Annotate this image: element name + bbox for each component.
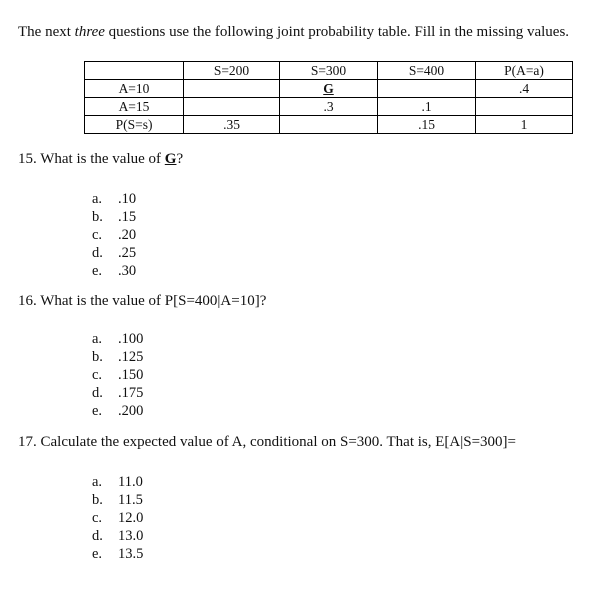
option-value: .200 xyxy=(118,403,144,419)
option-letter: a. xyxy=(92,191,103,207)
question-15-text: 15. What is the value of xyxy=(18,151,165,167)
question-16-options xyxy=(92,330,143,420)
option-letter: d. xyxy=(92,528,103,544)
option-letter: a. xyxy=(92,331,103,347)
instructions-text-start: The next xyxy=(18,24,75,40)
row-label-cell: P(S=s) xyxy=(85,116,184,134)
table-header-cell: P(A=a) xyxy=(476,62,573,80)
option-letter: b. xyxy=(92,209,103,225)
answer-option[interactable] xyxy=(92,244,136,262)
table-row xyxy=(85,80,573,98)
answer-option[interactable] xyxy=(92,527,143,545)
table-cell xyxy=(184,80,280,98)
unknown-g-cell: G xyxy=(280,80,378,98)
option-value: .30 xyxy=(118,263,137,279)
table-cell xyxy=(378,80,476,98)
question-15-mark: ? xyxy=(176,151,184,167)
table-cell: .4 xyxy=(476,80,573,98)
option-letter: b. xyxy=(92,349,103,365)
table-cell: .35 xyxy=(184,116,280,134)
option-value: .10 xyxy=(118,191,137,207)
table-row xyxy=(85,98,573,116)
answer-option[interactable] xyxy=(92,384,143,402)
answer-option[interactable] xyxy=(92,402,143,420)
option-value: 11.0 xyxy=(118,474,143,490)
answer-option[interactable] xyxy=(92,190,136,208)
table-cell: .3 xyxy=(280,98,378,116)
option-letter: e. xyxy=(92,263,103,279)
option-value: .25 xyxy=(118,245,137,261)
question-17: 17. Calculate the expected value of A, conditional on S=300. That is, E[A|S=300]= xyxy=(18,434,517,450)
instructions-text-end: questions use the following joint probability table. Fill in the missing values. xyxy=(104,24,570,40)
table-header-cell: S=200 xyxy=(184,62,280,80)
table-header-cell: S=300 xyxy=(280,62,378,80)
table-cell: 1 xyxy=(476,116,573,134)
question-16: 16. What is the value of P[S=400|A=10]? xyxy=(18,293,267,309)
option-value: 12.0 xyxy=(118,510,144,526)
table-cell xyxy=(184,98,280,116)
joint-probability-table xyxy=(84,61,573,134)
table-row xyxy=(85,116,573,134)
answer-option[interactable] xyxy=(92,330,143,348)
table-cell xyxy=(476,98,573,116)
row-label-cell: A=10 xyxy=(85,80,184,98)
option-letter: c. xyxy=(92,510,103,526)
question-17-options xyxy=(92,473,143,563)
option-value: .125 xyxy=(118,349,144,365)
answer-option[interactable] xyxy=(92,348,143,366)
option-letter: d. xyxy=(92,385,103,401)
option-value: 13.0 xyxy=(118,528,144,544)
option-letter: c. xyxy=(92,227,103,243)
table-cell: .1 xyxy=(378,98,476,116)
option-letter: d. xyxy=(92,245,103,261)
table-cell: .15 xyxy=(378,116,476,134)
table-header-row xyxy=(85,62,573,80)
answer-option[interactable] xyxy=(92,545,143,563)
option-value: .15 xyxy=(118,209,137,225)
option-value: .100 xyxy=(118,331,144,347)
option-letter: e. xyxy=(92,403,103,419)
option-value: .175 xyxy=(118,385,144,401)
option-value: 11.5 xyxy=(118,492,143,508)
question-15-options xyxy=(92,190,136,280)
option-letter: a. xyxy=(92,474,103,490)
row-label-cell: A=15 xyxy=(85,98,184,116)
answer-option[interactable] xyxy=(92,509,143,527)
option-letter: e. xyxy=(92,546,103,562)
table-header-cell xyxy=(85,62,184,80)
question-15-g-symbol: G xyxy=(164,151,177,167)
option-letter: c. xyxy=(92,367,103,383)
option-value: 13.5 xyxy=(118,546,144,562)
answer-option[interactable] xyxy=(92,366,143,384)
instructions-text-emphasis: three xyxy=(74,24,105,40)
answer-option[interactable] xyxy=(92,226,136,244)
answer-option[interactable] xyxy=(92,208,136,226)
table-header-cell: S=400 xyxy=(378,62,476,80)
answer-option[interactable] xyxy=(92,491,143,509)
table-cell xyxy=(280,116,378,134)
answer-option[interactable] xyxy=(92,473,143,491)
question-15 xyxy=(18,151,183,168)
answer-option[interactable] xyxy=(92,262,136,280)
option-value: .20 xyxy=(118,227,137,243)
option-letter: b. xyxy=(92,492,103,508)
option-value: .150 xyxy=(118,367,144,383)
instructions-text xyxy=(18,24,569,41)
